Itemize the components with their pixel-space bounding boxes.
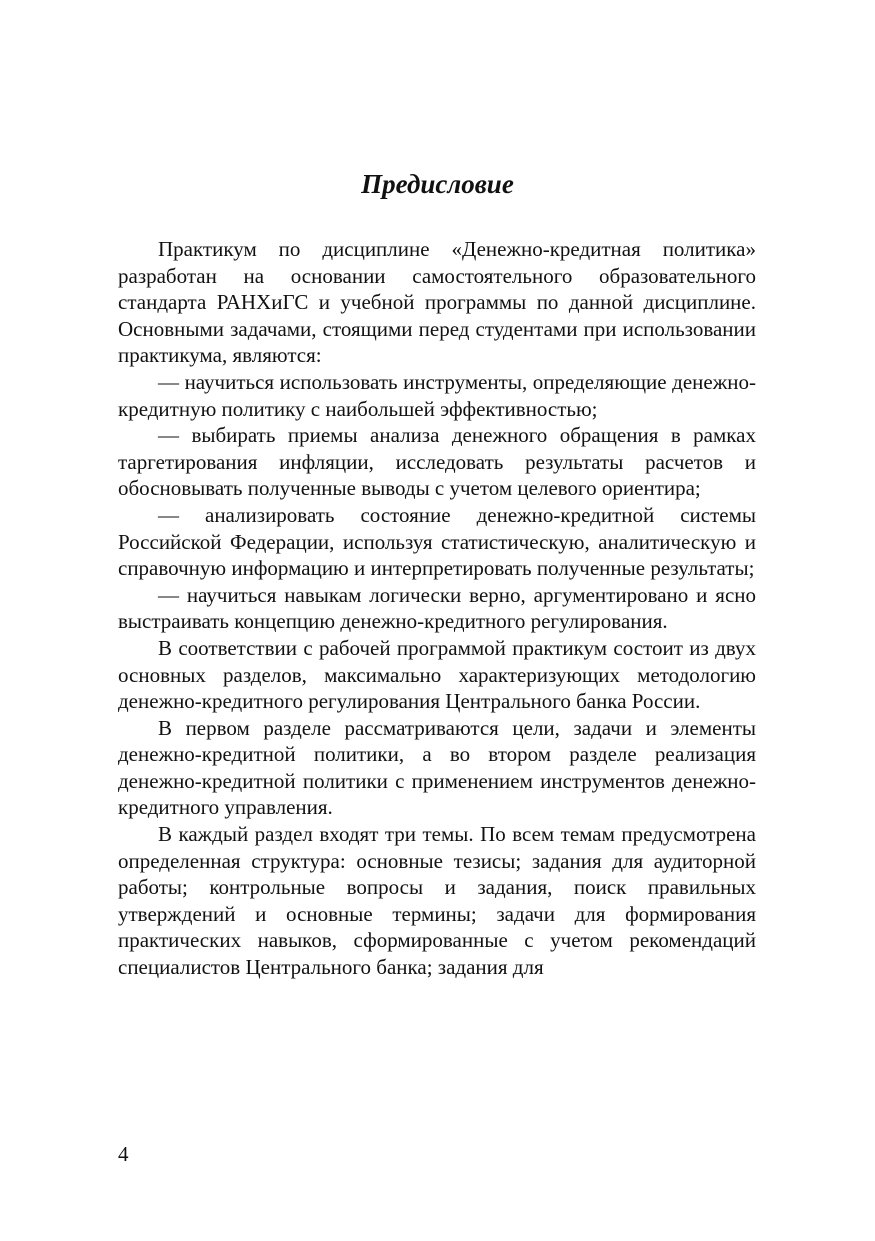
page-number: 4 [118,1142,129,1166]
topics-paragraph: В каждый раздел входят три темы. По всем темам предусмотрена определенная структура: основные тезисы; задания для аудиторной работы; контрольные вопросы и задания, поиск правильных утверждений и основные термины; задачи для формирования практических навыков, сформированные с учетом рекомендаций специалистов Центрального банка; задания для [118,822,756,980]
task-item: — выбирать приемы анализа денежного обращения в рамках таргетирования инфляции, исследовать результаты расчетов и обосновывать полученные выводы с учетом целевого ориентира; [118,423,756,501]
body-text [118,236,756,981]
sections-paragraph: В первом разделе рассматриваются цели, задачи и элементы денежно-кредитной политики, а во втором разделе реализация денежно-кредитной политики с применением инструментов денежно-кредитного управления. [118,715,756,820]
task-item: — анализировать состояние денежно-кредитной системы Российской Федерации, используя статистическую, аналитическую и справочную информацию и интерпретировать полученные результаты; [118,502,756,581]
page-title: Предисловие [361,169,514,199]
structure-paragraph: В соответствии с рабочей программой практикум состоит из двух основных разделов, максимально характеризующих методологию денежно-кредитного регулирования Центрального банка России. [118,635,756,714]
task-item: — научиться использовать инструменты, определяющие денежно-кредитную политику с наибольшей эффективностью; [118,369,756,421]
intro-paragraph: Практикум по дисциплине «Денежно-кредитная политика» разработан на основании самостоятельного образовательного стандарта РАНХиГС и учебной программы по данной дисциплине. Основными задачами, стоящими перед студентами при использовании практикума, являются: [118,237,756,368]
task-item: — научиться навыкам логически верно, аргументировано и ясно выстраивать концепцию денежно-кредитного регулирования. [118,582,756,634]
